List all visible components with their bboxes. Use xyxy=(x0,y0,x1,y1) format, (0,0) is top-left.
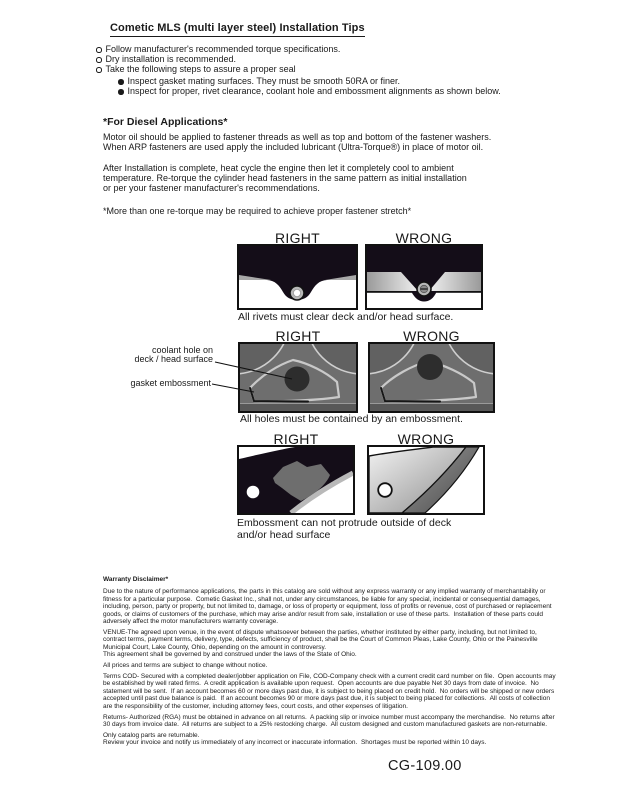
right-label-row3: RIGHT xyxy=(273,431,319,447)
list-item xyxy=(96,44,501,54)
warranty-heading: Warranty Disclaimer* xyxy=(103,576,169,583)
diagram-rivet-right xyxy=(237,244,358,310)
row3-caption: Embossment can not protrude outside of deck and/or head surface xyxy=(237,517,452,541)
coolant-hole-label: coolant hole on deck / head surface xyxy=(134,345,213,364)
warranty-paragraph: Due to the nature of performance applications, the parts in this catalog are sold without any express warranty or any implied warranty of merchantability or fitness for a particular purpose. Cometic Gasket Inc., shall not, under any circumstances, be liable for any special, incidental or consequential damages, including, person, party or property, but not limited to, damage, or loss of property or equipment, loss of profits or revenue, cost of purchased or replacement goods, or claims of customers of the purchase, which may arise and/or result from sale, installation or use of these parts. Installation of these parts could adversely affect the motor manufacturers warranty coverage. xyxy=(103,588,552,626)
warranty-paragraph: Terms COD- Secured with a completed dealer/jobber application on File, COD-Company check with a current credit card number on file. Open accounts may be established by well rated firms. A credit application is available upon request. Open accounts are due payable Net 30 days from date of invoice. No statement will be sent. If an account becomes 60 or more days past due, it is subject to being placed on credit hold. No orders will be shipped or new orders accepted until past due balance is paid. If an account becomes 90 or more days past due, it is subject to being placed for collections. All costs of collection are the responsibility of the customer, including attorney fees, court costs, and other expenses of litigation. xyxy=(103,672,556,710)
warranty-paragraph: Only catalog parts are returnable. Review your invoice and notify us immediately of any incorrect or inaccurate information. Shortages must be reported within 10 days. xyxy=(103,731,487,747)
page-title: Cometic MLS (multi layer steel) Installation Tips xyxy=(110,22,365,37)
list-item xyxy=(96,64,501,74)
row2-caption: All holes must be contained by an embossment. xyxy=(240,413,463,425)
diagram-rivet-wrong xyxy=(365,244,483,310)
list-item-text: Take the following steps to assure a proper seal xyxy=(105,64,296,74)
hollow-bullet-icon xyxy=(96,67,102,73)
diesel-paragraph-1: Motor oil should be applied to fastener threads as well as top and bottom of the fastener washers. When ARP fasteners are used apply the included lubricant (Ultra-Torque®) in place of motor oil. xyxy=(103,132,492,152)
warranty-section xyxy=(103,576,573,750)
wrong-label-row1: WRONG xyxy=(395,230,453,246)
installation-tips-list xyxy=(96,44,501,96)
document-number: CG-109.00 xyxy=(388,758,462,774)
diagram-embossment-wrong xyxy=(368,342,495,413)
hollow-bullet-icon xyxy=(96,47,102,53)
warranty-paragraph: VENUE-The agreed upon venue, in the event of dispute whatsoever between the parties, whether instituted by either party, including, but not limited to, contract terms, payment terms, delivery, type, defects, sufficiency of product, shall be the Court of Common Pleas, Lake County, Ohio or the Painesville Municipal Court, Lake County, Ohio, depending on the amount in controversy. This agreement shall be governed by and construed under the laws of the State of Ohio. xyxy=(103,628,538,659)
hollow-bullet-icon xyxy=(96,57,102,63)
diesel-paragraph-2: After Installation is complete, heat cycle the engine then let it completely cool to ambient temperature. Re-torque the cylinder head fasteners in the same pattern as initial installation or per your fastener manufacturer's recommendations. xyxy=(103,163,467,193)
list-item-text: Dry installation is recommended. xyxy=(105,54,237,64)
list-item-text: Follow manufacturer's recommended torque specifications. xyxy=(105,44,341,54)
retorque-note: *More than one re-torque may be required to achieve proper fastener stretch* xyxy=(103,206,412,216)
filled-bullet-icon xyxy=(118,79,124,85)
leader-lines xyxy=(205,352,305,400)
right-label-row2: RIGHT xyxy=(275,328,321,344)
list-item xyxy=(96,54,501,64)
diagram-protrusion-wrong xyxy=(367,445,485,515)
warranty-paragraph: All prices and terms are subject to change without notice. xyxy=(103,662,268,670)
row1-caption: All rivets must clear deck and/or head surface. xyxy=(238,311,454,323)
diesel-heading: *For Diesel Applications* xyxy=(103,116,228,128)
list-item-text: Inspect gasket mating surfaces. They must be smooth 50RA or finer. xyxy=(127,76,400,86)
wrong-label-row2: WRONG xyxy=(403,328,460,344)
list-item-text: Inspect for proper, rivet clearance, coolant hole and embossment alignments as shown below. xyxy=(127,86,501,96)
warranty-paragraph: Returns- Authorized (RGA) must be obtained in advance on all returns. A packing slip or invoice number must accompany the merchandise. No returns after 30 days from invoice date. All returns are subject to a 25% restocking charge. All custom designed and custom manufactured gaskets are non-returnable. xyxy=(103,713,555,728)
right-label-row1: RIGHT xyxy=(274,230,321,246)
diagram-protrusion-right xyxy=(237,445,355,515)
list-item xyxy=(118,86,501,96)
list-item xyxy=(118,76,501,86)
filled-bullet-icon xyxy=(118,89,124,95)
wrong-label-row3: WRONG xyxy=(397,431,455,447)
gasket-embossment-label: gasket embossment xyxy=(130,378,211,388)
